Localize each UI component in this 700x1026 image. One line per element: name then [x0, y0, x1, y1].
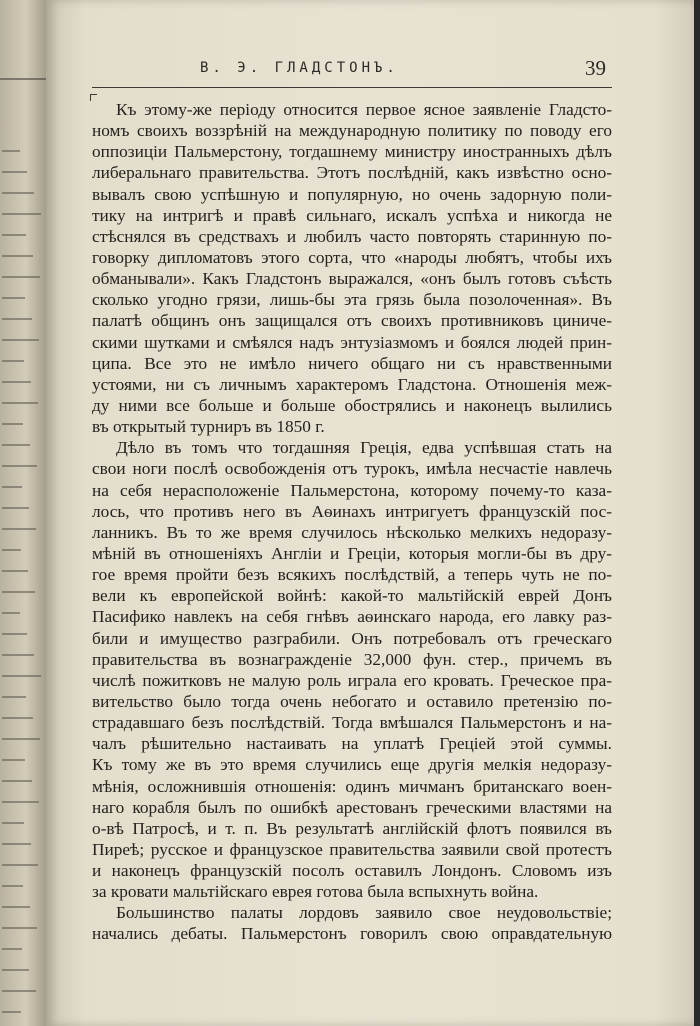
page-number: 39	[585, 56, 606, 80]
text-line: скими шутками и смѣялся надъ энтузіазмомъ и боялся людей прин-	[92, 332, 612, 352]
previous-page-text-fragment	[2, 843, 31, 845]
previous-page-text-fragment	[2, 255, 33, 257]
text-line: Большинство палаты лордовъ заявило свое неудовольствіе;	[116, 903, 612, 923]
previous-page-text-fragment	[2, 822, 24, 824]
text-line: за кровати мальтійскаго еврея готова была вспыхнуть война.	[92, 882, 539, 902]
previous-page-text-fragment	[2, 276, 40, 278]
text-line: вывалъ свою успѣшную и популярную, но очень задорную поли-	[92, 184, 612, 204]
text-line: страдавшаго безъ послѣдствій. Тогда вмѣшался Пальмерстонъ и на-	[92, 713, 612, 733]
text-line: на себя нерасположеніе Пальмерстона, которому почему-то каза-	[92, 480, 612, 500]
previous-page-head-rule	[0, 78, 46, 80]
body-text	[92, 99, 612, 945]
previous-page-text-fragment	[2, 234, 26, 236]
previous-page-text-fragment	[2, 465, 37, 467]
text-line: Къ тому же въ это время случились еще другія мелкія недоразу-	[92, 755, 612, 775]
previous-page-text-fragment	[2, 591, 35, 593]
previous-page-text-fragment	[2, 927, 37, 929]
page-edge-shadow	[694, 0, 700, 1026]
previous-page-text-fragment	[2, 717, 33, 719]
text-line: начались дебаты. Пальмерстонъ говорилъ свою оправдательную	[92, 924, 612, 944]
previous-page-text-fragment	[2, 906, 30, 908]
previous-page-text-fragment	[2, 213, 41, 215]
previous-page-text-fragment	[2, 507, 29, 509]
text-line: о-вѣ Патросѣ, и т. п. Въ результатѣ англійскій флотъ появился въ	[92, 818, 612, 838]
text-line: въ открытый турниръ въ 1850 г.	[92, 417, 325, 437]
previous-page-text-fragment	[2, 864, 38, 866]
previous-page-text-fragment	[2, 402, 38, 404]
previous-page-text-fragment	[2, 633, 27, 635]
previous-page-text-fragment	[2, 990, 36, 992]
text-line: Пасифико навлекъ на себя гнѣвъ аѳинскаго народа, его лавку раз-	[92, 607, 612, 627]
running-head: В. Э. ГЛАДСТОНЪ.	[200, 60, 399, 76]
text-line: стѣснялся въ средствахъ и любилъ часто повторять старинную по-	[92, 226, 612, 246]
previous-page-text-fragment	[2, 423, 23, 425]
text-line: свои ноги послѣ освобожденія отъ турокъ, имѣла несчастіе навлечь	[92, 459, 612, 479]
previous-page-text-fragment	[2, 696, 26, 698]
text-line: либеральнаго правительства. Этотъ послѣдній, какъ извѣстно осно-	[92, 163, 612, 183]
text-line: Къ этому-же періоду относится первое ясное заявленіе Гладсто-	[116, 100, 612, 119]
text-line: палатѣ общинъ онъ защищался отъ своихъ противниковъ циниче-	[92, 311, 612, 331]
previous-page-text-fragment	[2, 948, 22, 950]
previous-page-text-fragment	[2, 486, 22, 488]
previous-page-text-fragment	[2, 360, 24, 362]
text-line: обманывали». Какъ Гладстонъ выражался, «онъ былъ готовъ съѣсть	[92, 269, 612, 289]
previous-page-text-fragment	[2, 381, 31, 383]
previous-page-text-fragment	[2, 654, 34, 656]
text-line: лось, что противъ него въ Аѳинахъ интригуетъ французскій пос-	[92, 501, 612, 521]
previous-page-text-fragment	[2, 297, 25, 299]
text-line: оппозиціи Пальмерстону, тогдашнему министру иностранныхъ дѣлъ	[92, 142, 612, 162]
text-line: устоями, ни съ личнымъ характеромъ Гладстона. Отношенія меж-	[92, 374, 612, 394]
previous-page-text-fragment	[2, 969, 29, 971]
previous-page-text-fragment	[2, 759, 25, 761]
text-line: били и имущество разграбили. Онъ потребовалъ отъ греческаго	[92, 628, 612, 648]
text-line: вительство было тогда очень небогато и оставило претензію по-	[92, 691, 612, 711]
previous-page-text-fragment	[2, 528, 36, 530]
previous-page-text-fragment	[2, 885, 23, 887]
text-line: номъ своихъ воззрѣній на международную политику по поводу его	[92, 121, 612, 141]
text-line: Пиреѣ; русское и французское правительства заявили свой протестъ	[92, 839, 612, 859]
text-line: сколько угодно грязи, лишь-бы эта грязь была позолоченная». Въ	[92, 290, 612, 310]
text-line: мѣнія, осложнившія отношенія: одинъ мичманъ британскаго воен-	[92, 776, 612, 796]
text-line: тику на интригѣ и правѣ сильнаго, искалъ успѣха и никогда не	[92, 205, 612, 225]
text-line: ланникъ. Въ то же время случилось нѣсколько мелкихъ недоразу-	[92, 522, 612, 542]
previous-page-edge	[0, 0, 46, 1026]
previous-page-text-fragment	[2, 612, 20, 614]
text-line: Дѣло въ томъ что тогдашняя Греція, едва успѣвшая стать на	[116, 438, 612, 458]
previous-page-text-fragment	[2, 549, 21, 551]
previous-page-text-fragment	[2, 1011, 21, 1013]
text-line: ду ними все больше и больше обострялись и наконецъ вылились	[92, 395, 612, 415]
text-line: наго корабля былъ по ошибкѣ арестованъ греческими властями на	[92, 797, 612, 817]
text-line: говорку дипломатовъ этого сорта, что «народы любятъ, чтобы ихъ	[92, 247, 612, 267]
text-line: ципа. Все это не имѣло ничего общаго ни съ нравственными	[92, 353, 612, 373]
header-rule	[92, 87, 612, 88]
previous-page-text-fragment	[2, 150, 20, 152]
text-line: гое время пройти безъ всякихъ послѣдствій, а теперь чуть не по-	[92, 565, 612, 585]
previous-page-text-fragment	[2, 780, 32, 782]
text-line: и наконецъ французскій посолъ оставилъ Лондонъ. Словомъ изъ	[92, 861, 612, 881]
text-line: чалъ рѣшительно настаивать на уплатѣ Греціей этой суммы.	[92, 734, 612, 754]
previous-page-text-fragment	[2, 675, 41, 677]
text-line: мѣній въ отношеніяхъ Англіи и Греціи, которыя могли-бы въ дру-	[92, 543, 612, 563]
previous-page-text-fragment	[2, 738, 40, 740]
previous-page-text-fragment	[2, 318, 32, 320]
previous-page-text-fragment	[2, 339, 39, 341]
text-line: числѣ пожитковъ не малую роль играла его кровать. Греческое пра-	[92, 670, 612, 690]
text-line: правительства въ вознагражденіе 32,000 фун. стер., причемъ въ	[92, 649, 612, 669]
previous-page-text-fragment	[2, 444, 30, 446]
previous-page-text-fragment	[2, 570, 28, 572]
previous-page-text-fragment	[2, 192, 34, 194]
previous-page-text-fragment	[2, 801, 39, 803]
text-line: вели къ европейской войнѣ: какой-то мальтійскій еврей Донъ	[92, 586, 612, 606]
previous-page-text-fragment	[2, 171, 27, 173]
